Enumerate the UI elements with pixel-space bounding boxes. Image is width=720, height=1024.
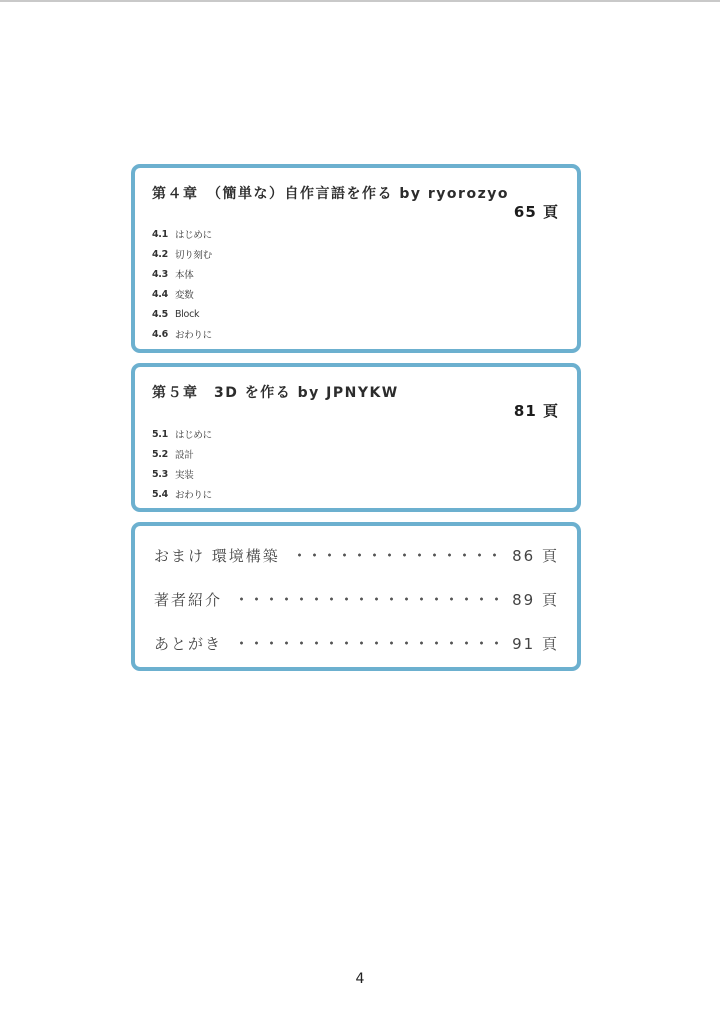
- section-title: はじめに: [175, 430, 212, 441]
- extras-label: あとがき: [154, 634, 223, 653]
- section-item: [152, 424, 212, 444]
- chapter-title: 第４章 （簡単な）自作言語を作る by ryorozyo: [152, 186, 509, 202]
- extras-row: [154, 632, 559, 654]
- section-item: [152, 284, 212, 304]
- section-number: 4.1: [152, 228, 168, 240]
- section-title: 実装: [175, 470, 194, 481]
- chapter-5-box: [131, 363, 581, 512]
- section-title: 切り刻む: [175, 250, 212, 261]
- top-border-line: [0, 0, 720, 2]
- section-title: 設計: [175, 450, 194, 461]
- extras-label: おまけ 環境構築: [154, 546, 280, 565]
- section-title: Block: [175, 308, 200, 320]
- section-number: 4.5: [152, 308, 168, 320]
- section-number: 4.6: [152, 328, 168, 340]
- extras-row: [154, 588, 559, 610]
- dot-leader: [234, 641, 500, 645]
- section-title: 変数: [175, 290, 194, 301]
- dot-leader: [292, 553, 500, 557]
- section-number: 5.4: [152, 488, 168, 500]
- section-item: [152, 484, 212, 504]
- section-number: 4.3: [152, 268, 168, 280]
- section-item: [152, 324, 212, 344]
- extras-box: [131, 522, 581, 671]
- section-title: はじめに: [175, 230, 212, 241]
- extras-row: [154, 544, 559, 566]
- section-number: 5.1: [152, 428, 168, 440]
- dot-leader: [234, 597, 500, 601]
- chapter-page-number: 81 頁: [513, 402, 559, 420]
- section-list: [152, 424, 212, 504]
- section-number: 5.3: [152, 468, 168, 480]
- section-number: 5.2: [152, 448, 168, 460]
- chapter-page-number: 65 頁: [513, 203, 559, 221]
- chapter-title: 第５章 3D を作る by JPNYKW: [152, 385, 399, 401]
- section-title: 本体: [175, 270, 194, 281]
- section-title: おわりに: [175, 490, 212, 501]
- extras-page-number: 91 頁: [512, 634, 559, 653]
- section-item: [152, 264, 212, 284]
- extras-page-number: 89 頁: [512, 590, 559, 609]
- section-title: おわりに: [175, 330, 212, 341]
- section-number: 4.4: [152, 288, 168, 300]
- section-item: [152, 464, 212, 484]
- section-item: [152, 304, 212, 324]
- section-item: [152, 444, 212, 464]
- extras-label: 著者紹介: [154, 590, 223, 609]
- extras-page-number: 86 頁: [512, 546, 559, 565]
- section-item: [152, 244, 212, 264]
- section-list: [152, 224, 212, 344]
- section-number: 4.2: [152, 248, 168, 260]
- page-number: 4: [355, 971, 365, 987]
- section-item: [152, 224, 212, 244]
- chapter-4-box: [131, 164, 581, 353]
